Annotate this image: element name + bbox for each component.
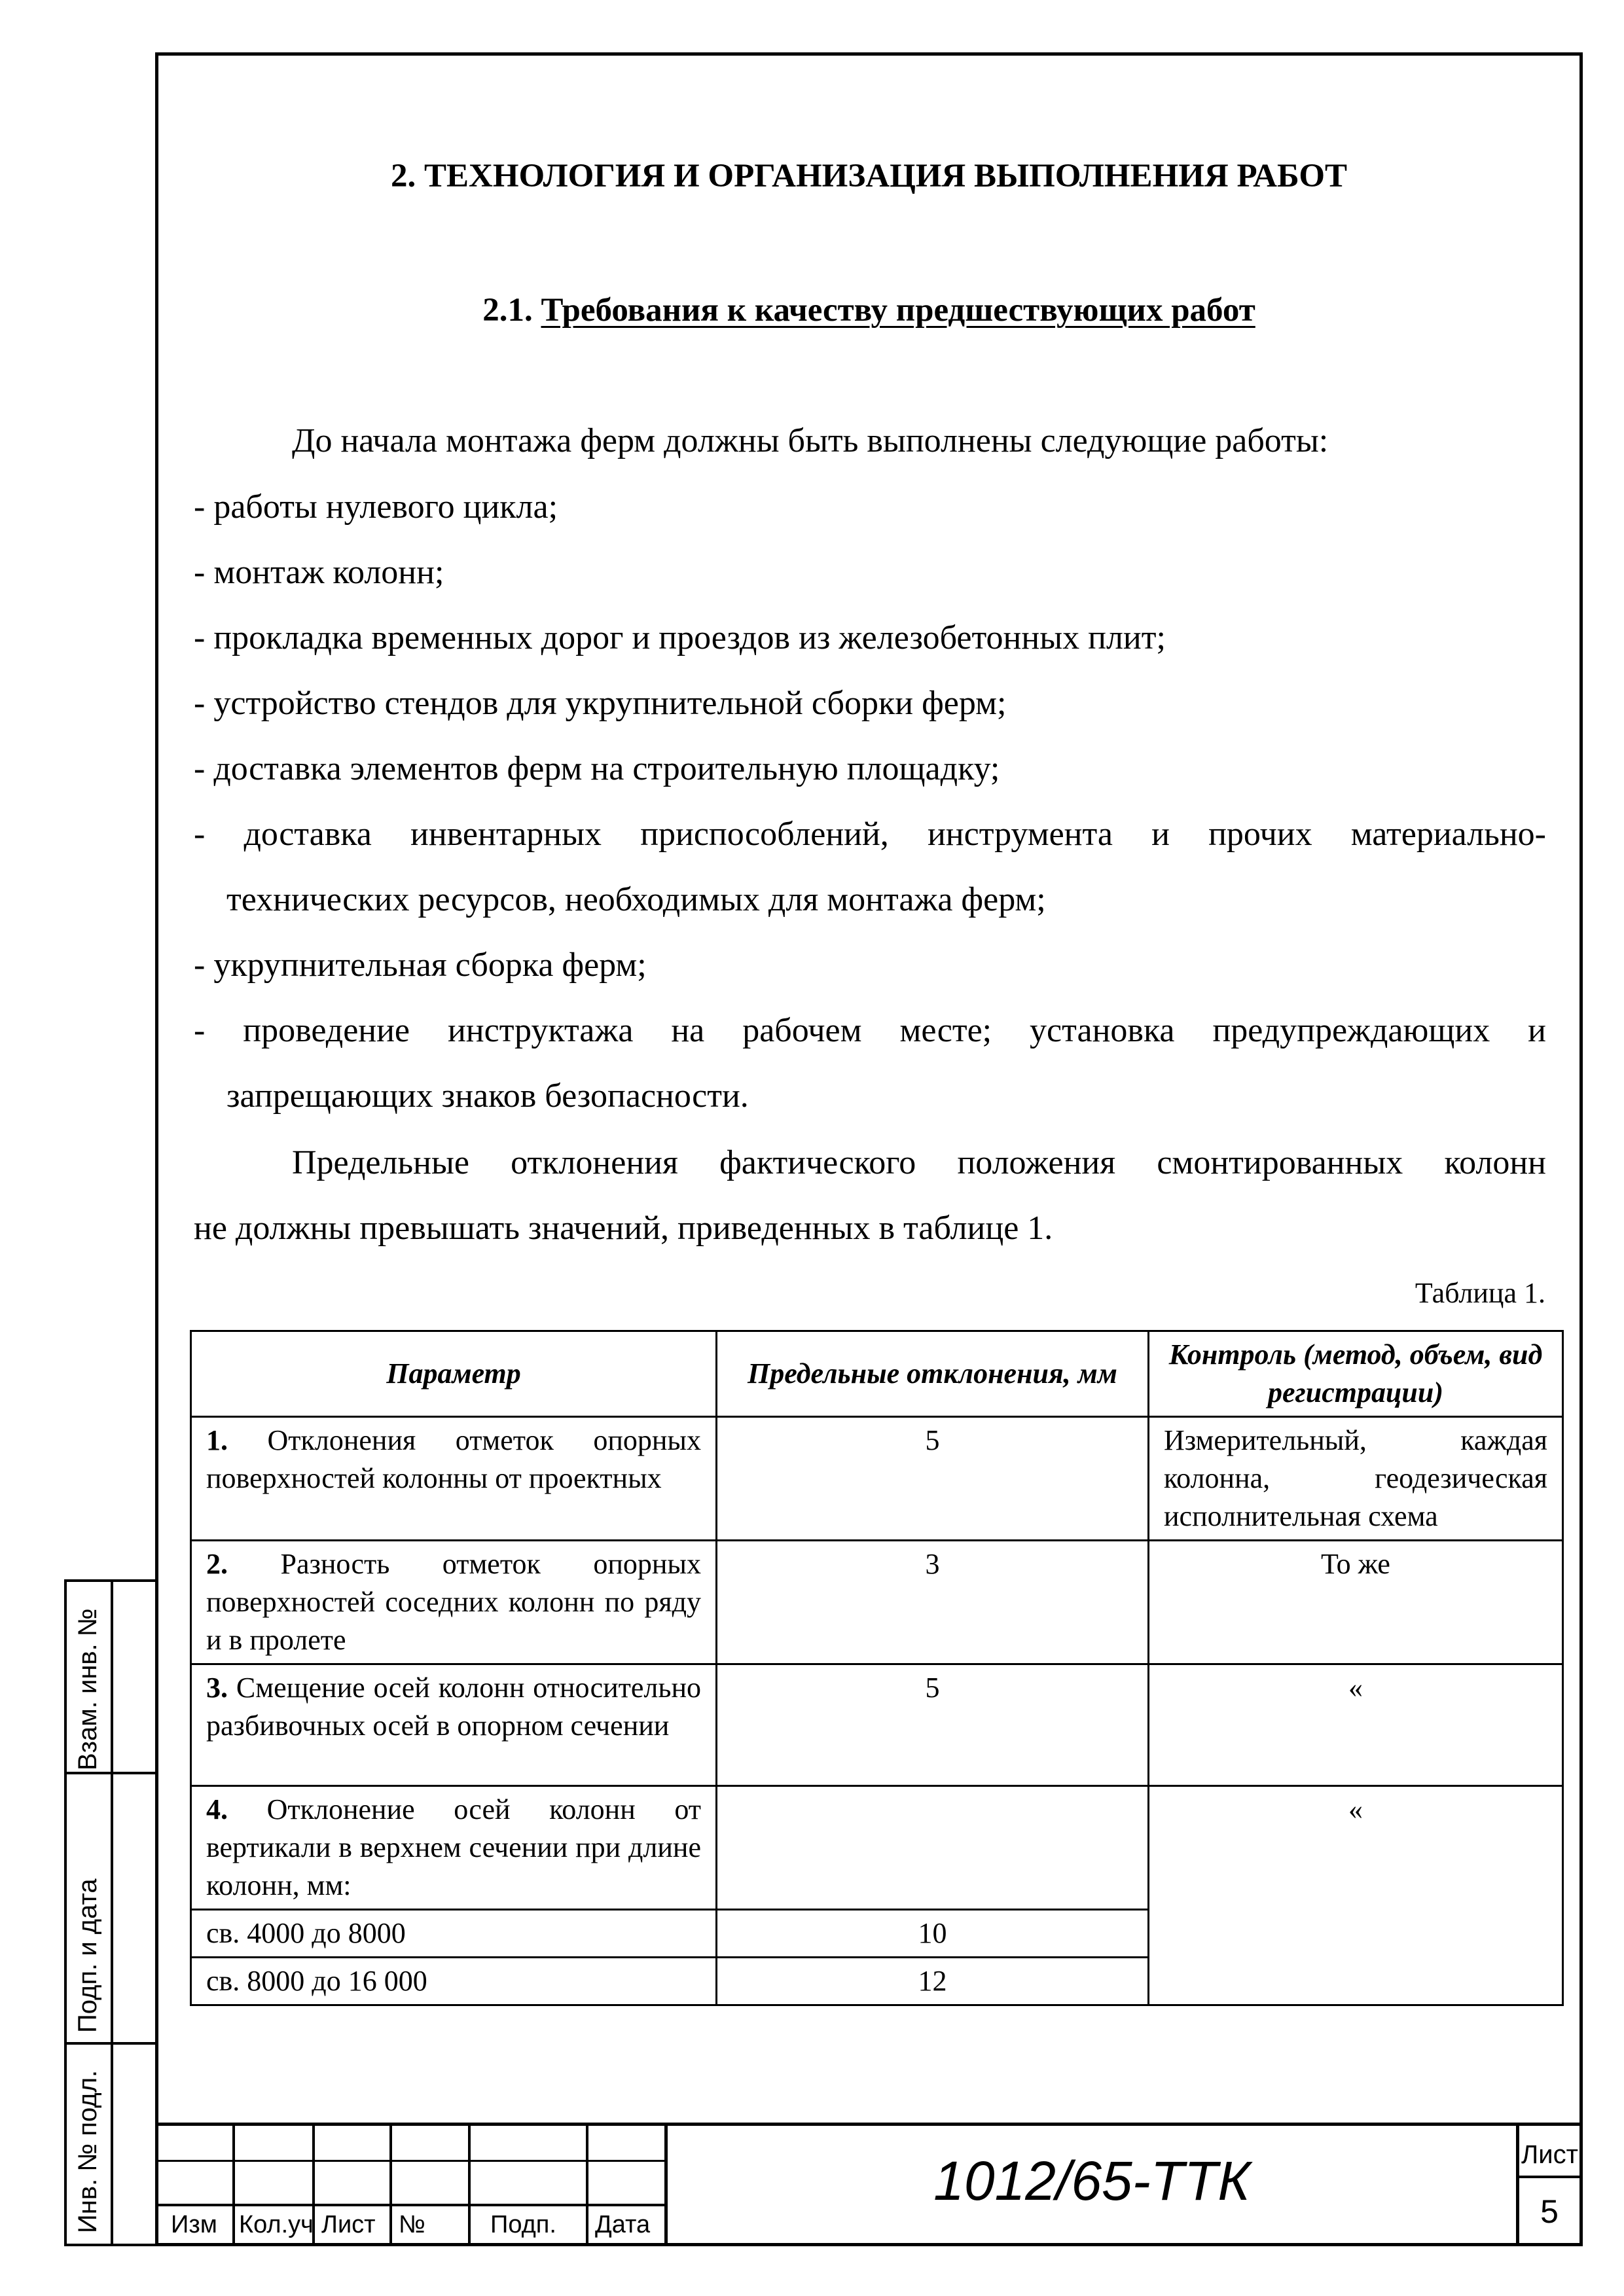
value-cell: 5 <box>717 1664 1149 1786</box>
side-label-podp: Подп. и дата <box>73 1878 102 2033</box>
subsection-number: 2.1. <box>482 292 533 329</box>
table-row <box>191 1786 1563 1910</box>
document-code: 1012/65-ТТК <box>933 2150 1250 2212</box>
header-cell: Контроль (метод, объем, вид регистрации) <box>1149 1331 1563 1417</box>
list-item: - доставка элементов ферм на строительную площадку; <box>194 750 1000 787</box>
sheet-label: Лист <box>1521 2140 1578 2169</box>
tb-rule <box>155 2160 666 2162</box>
table-row <box>191 1541 1563 1664</box>
list-item: - работы нулевого цикла; <box>194 488 558 526</box>
row-number: 1. <box>206 1424 228 1456</box>
list-item-continuation: технических ресурсов, необходимых для монтажа ферм; <box>226 881 1046 918</box>
row-number: 2. <box>206 1548 228 1580</box>
side-strip-divider <box>111 1582 113 2244</box>
value-cell <box>717 1786 1149 1910</box>
tb-rule <box>232 2126 235 2246</box>
control-cell: То же <box>1149 1541 1563 1664</box>
side-label-zam: Взам. инв. № <box>73 1608 102 1770</box>
tb-rule <box>155 2204 666 2206</box>
col-label: Кол.уч <box>239 2211 314 2238</box>
table-header-row <box>191 1331 1563 1417</box>
sheet-number: 5 <box>1540 2193 1559 2230</box>
header-cell: Параметр <box>191 1331 717 1417</box>
param-text: Разность отметок опорных поверхностей соседних колонн по ряду и в пролете <box>206 1548 701 1656</box>
row-number: 3. <box>206 1672 228 1704</box>
col-label: Подп. <box>490 2211 556 2238</box>
control-cell: « <box>1149 1664 1563 1786</box>
table-row <box>191 1417 1563 1541</box>
col-label: № <box>399 2211 425 2238</box>
list-item: - устройство стендов для укрупнительной сборки ферм; <box>194 685 1007 722</box>
param-cell <box>191 1541 717 1664</box>
list-item: - укрупнительная сборка ферм; <box>194 946 647 984</box>
list-item: - монтаж колонн; <box>194 554 444 591</box>
tb-rule <box>586 2126 588 2246</box>
table-row <box>191 1664 1563 1786</box>
list-item: - проведение инструктажа на рабочем месте; установка предупреждающих и <box>194 1012 1546 1049</box>
param-text: Смещение осей колонн относительно разбивочных осей в опорном сечении <box>206 1672 701 1742</box>
header-cell: Предельные отклонения, мм <box>717 1331 1149 1417</box>
paragraph-line: Предельные отклонения фактического положения смонтированных колонн <box>292 1144 1546 1181</box>
col-label: Дата <box>595 2211 651 2238</box>
param-cell <box>191 1786 717 1910</box>
tb-rule <box>389 2126 392 2246</box>
param-cell <box>191 1417 717 1541</box>
value-cell: 10 <box>717 1910 1149 1958</box>
tb-rule <box>468 2126 471 2246</box>
param-cell: св. 8000 до 16 000 <box>191 1958 717 2005</box>
list-item: - прокладка временных дорог и проездов из железобетонных плит; <box>194 619 1166 656</box>
value-cell: 5 <box>717 1417 1149 1541</box>
param-cell: св. 4000 до 8000 <box>191 1910 717 1958</box>
title-block <box>155 2123 1583 2246</box>
list-item: - доставка инвентарных приспособлений, инструмента и прочих материально- <box>194 816 1546 853</box>
tolerance-table <box>190 1330 1564 2006</box>
subsection-title: Требования к качеству предшествующих работ <box>541 292 1255 329</box>
param-text: Отклонения отметок опорных поверхностей колонны от проектных <box>206 1424 701 1494</box>
param-cell <box>191 1664 717 1786</box>
param-text: Отклонение осей колонн от вертикали в верхнем сечении при длине колонн, мм: <box>206 1793 702 1901</box>
section-title: 2. ТЕХНОЛОГИЯ И ОРГАНИЗАЦИЯ ВЫПОЛНЕНИЯ РАБОТ <box>390 158 1348 194</box>
value-cell: 12 <box>717 1958 1149 2005</box>
value-cell: 3 <box>717 1541 1149 1664</box>
tb-rule <box>1516 2176 1579 2178</box>
subsection-heading <box>155 291 1583 329</box>
col-label: Изм <box>171 2211 217 2238</box>
side-label-inv: Инв. № подл. <box>73 2070 102 2233</box>
table-caption: Таблица 1. <box>1415 1277 1545 1309</box>
intro-text: До начала монтажа ферм должны быть выполнены следующие работы: <box>292 422 1329 459</box>
side-strip-sep <box>67 1772 158 1774</box>
control-cell: « <box>1149 1786 1563 2005</box>
paragraph-line: не должны превышать значений, приведенных в таблице 1. <box>194 1210 1053 1247</box>
control-cell: Измерительный, каждая колонна, геодезическая исполнительная схема <box>1149 1417 1563 1541</box>
list-item-continuation: запрещающих знаков безопасности. <box>226 1077 749 1115</box>
row-number: 4. <box>206 1793 228 1825</box>
col-label: Лист <box>321 2211 376 2238</box>
side-strip-sep <box>67 2042 158 2045</box>
